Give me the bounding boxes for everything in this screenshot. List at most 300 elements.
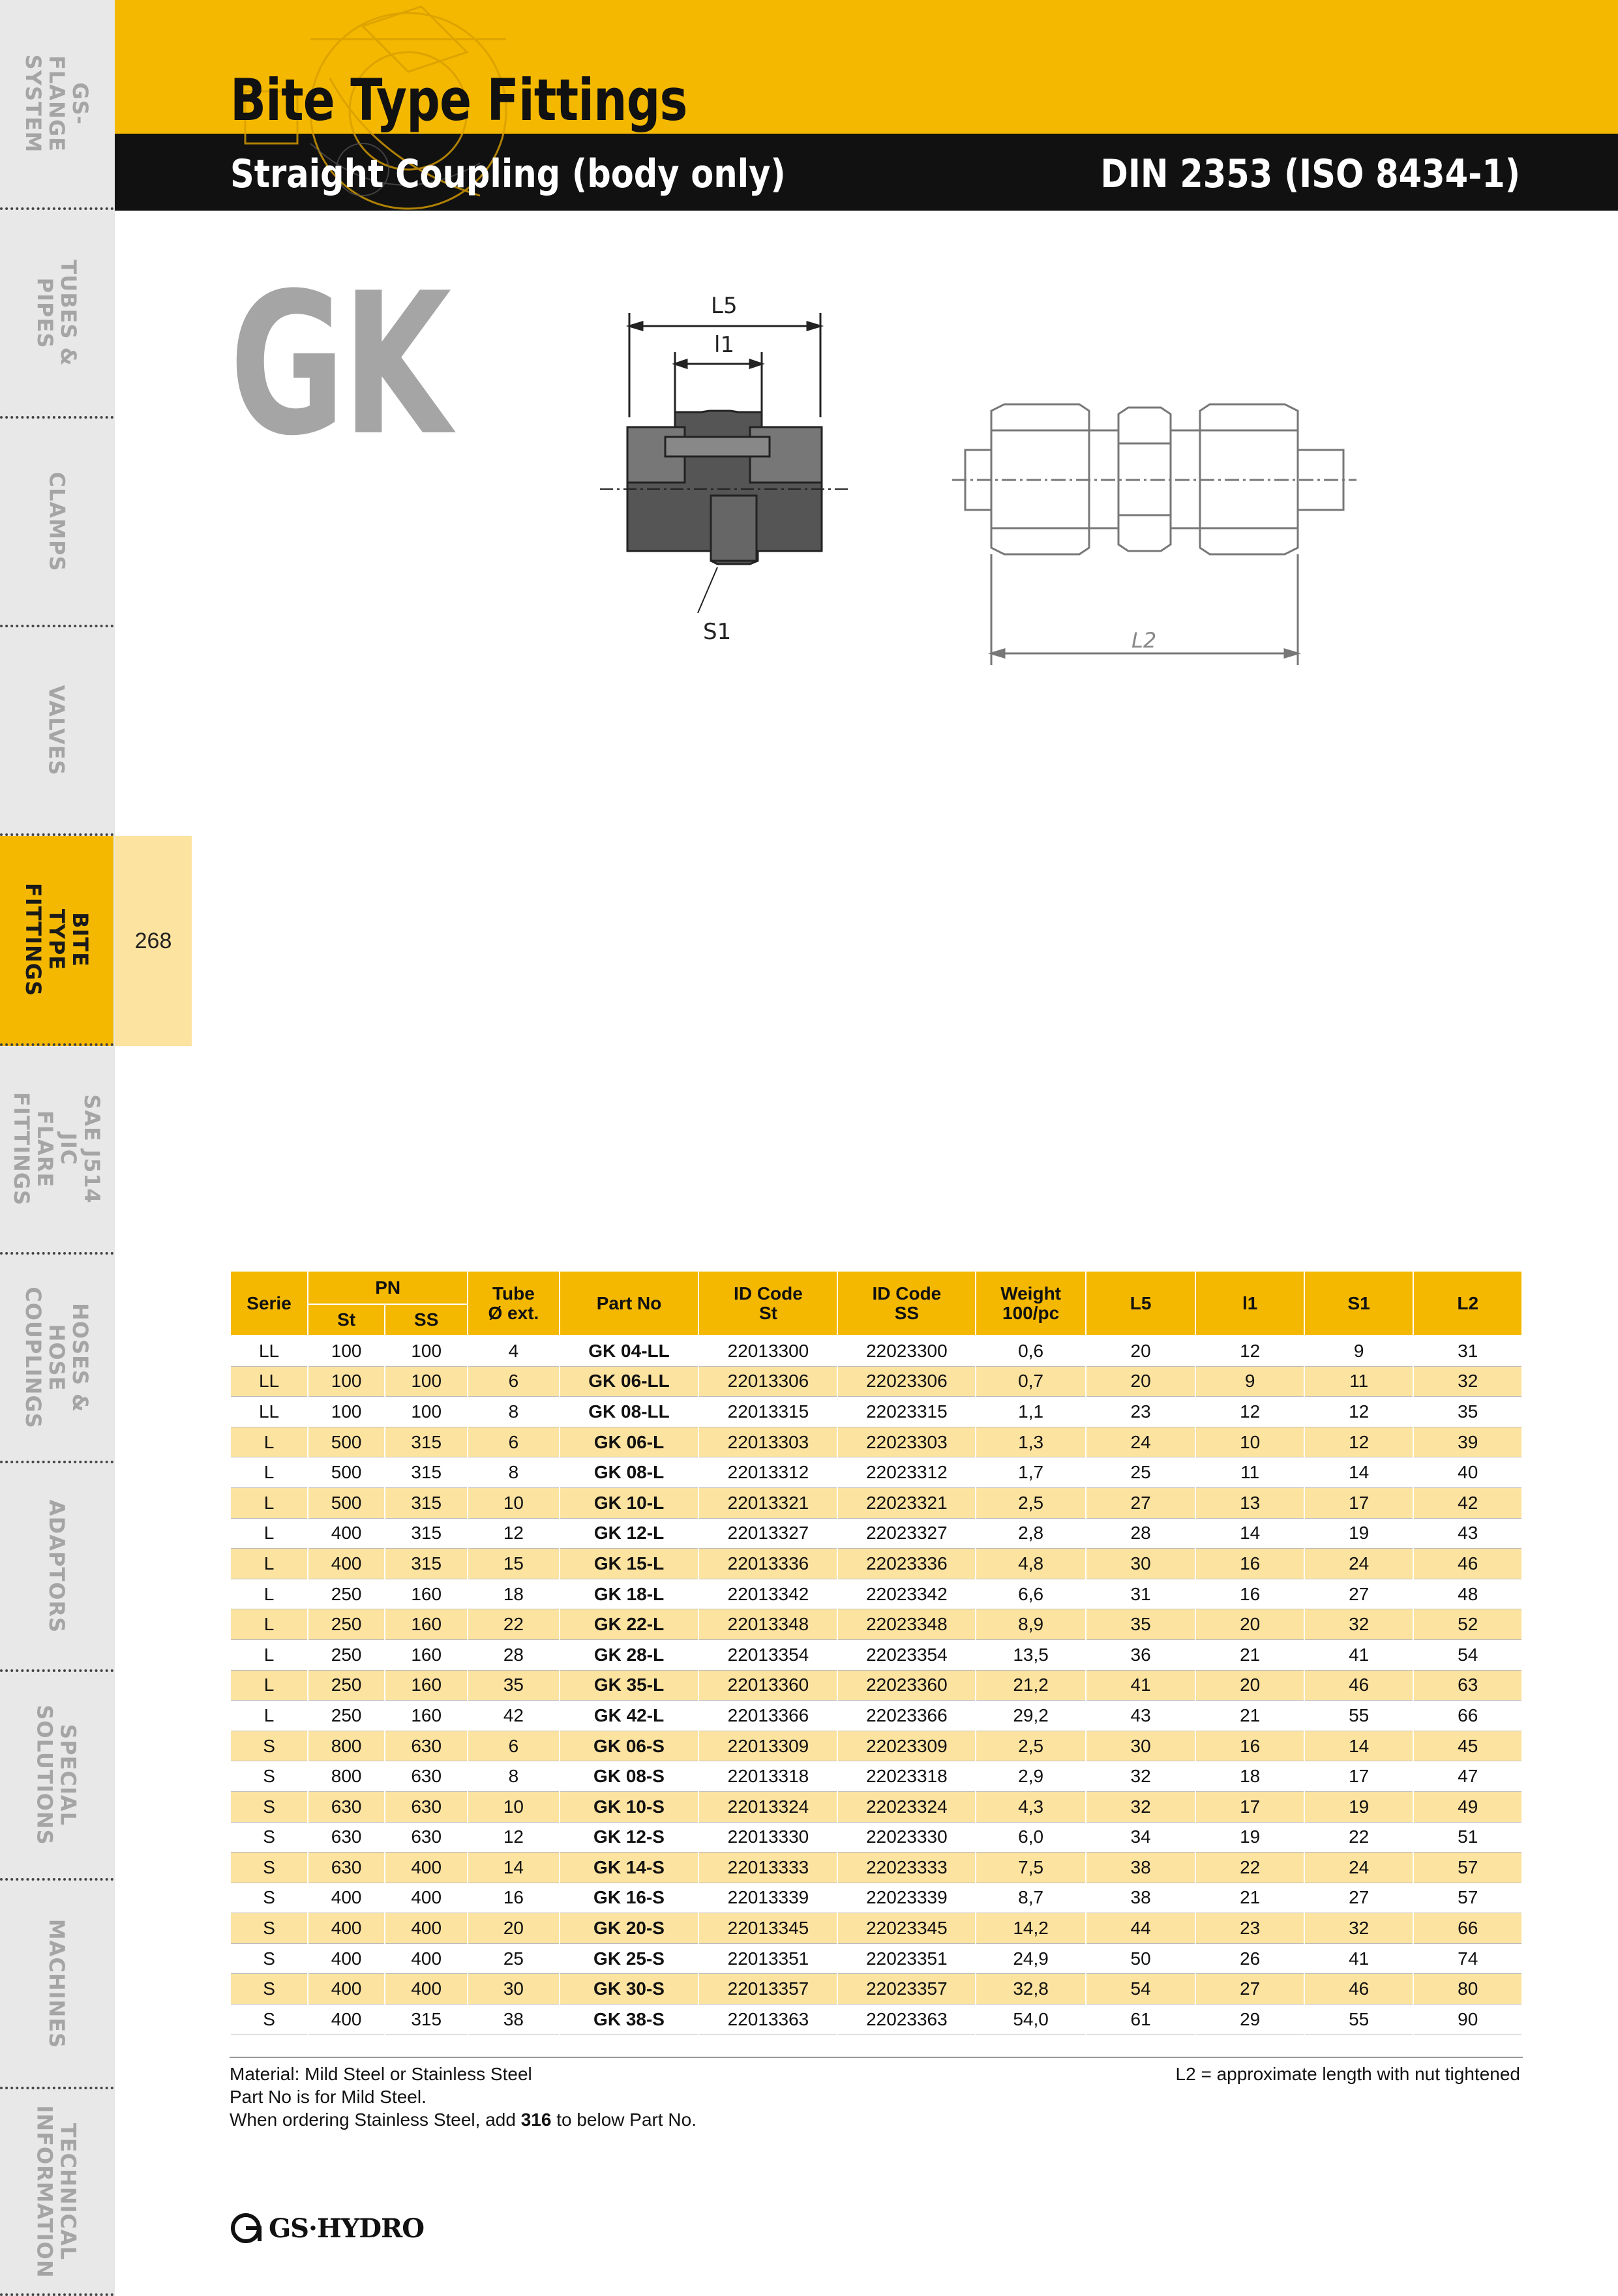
cell-l1: 13 [1195,1487,1304,1518]
cell-s1: 46 [1304,1670,1414,1701]
cell-s1: 11 [1304,1366,1414,1397]
cell-l5: 20 [1086,1335,1196,1366]
cell-s1: 9 [1304,1335,1414,1366]
cell-l2: 51 [1413,1822,1522,1853]
page-title: Bite Type Fittings [230,67,687,134]
cell-part-no: GK 20-S [560,1913,699,1944]
cell-l2: 47 [1413,1761,1522,1792]
cell-id-st: 22013363 [698,2005,837,2035]
sidebar-tab-10[interactable] [0,2089,113,2296]
cell-part-no: GK 04-LL [560,1335,699,1366]
cell-pn-st: 630 [308,1822,385,1853]
cell-l1: 20 [1195,1670,1304,1701]
cell-id-ss: 22023315 [837,1397,976,1427]
cell-l5: 27 [1086,1487,1196,1518]
col-header-part-no: Part No [560,1271,699,1335]
cell-l1: 18 [1195,1761,1304,1792]
cell-tube: 42 [468,1701,559,1731]
cell-l2: 57 [1413,1883,1522,1913]
col-header-serie: Serie [230,1271,308,1335]
standard-reference: DIN 2353 (ISO 8434-1) [1100,151,1520,197]
sidebar-tab-label: SAE J514 JIC FLARE FITTINGS [9,1092,104,1206]
coupling-section-drawing [587,287,861,652]
table-row [230,1335,1522,1366]
cell-pn-ss: 100 [385,1397,468,1427]
cell-part-no: GK 16-S [560,1883,699,1913]
cell-weight: 2,9 [976,1761,1086,1792]
cell-id-st: 22013306 [698,1366,837,1397]
cell-serie: LL [230,1366,308,1397]
sidebar-tab-8[interactable] [0,1672,113,1881]
cell-l2: 45 [1413,1731,1522,1761]
cell-part-no: GK 06-LL [560,1366,699,1397]
cell-s1: 19 [1304,1791,1414,1822]
page-number: 268 [115,836,192,1046]
table-row [230,1549,1522,1579]
cell-serie: S [230,1731,308,1761]
cell-s1: 22 [1304,1822,1414,1853]
cell-id-ss: 22023324 [837,1791,976,1822]
cell-part-no: GK 08-L [560,1457,699,1488]
cell-pn-ss: 160 [385,1609,468,1640]
sidebar-tab-label: ADAPTORS [44,1499,70,1633]
cell-pn-ss: 630 [385,1761,468,1792]
cell-l5: 61 [1086,2005,1196,2035]
product-code: GK [230,251,449,479]
gs-hydro-logo-icon [230,2212,266,2244]
sidebar-tab-0[interactable] [0,0,113,210]
note-ordering-code: 316 [520,2110,552,2130]
cell-id-ss: 22023351 [837,1943,976,1974]
cell-l1: 10 [1195,1427,1304,1457]
cell-tube: 6 [468,1731,559,1761]
cell-serie: S [230,2005,308,2035]
cell-weight: 1,1 [976,1397,1086,1427]
cell-tube: 20 [468,1913,559,1944]
dim-s1-label: S1 [703,619,732,645]
cell-id-ss: 22023342 [837,1579,976,1609]
cell-l5: 54 [1086,1974,1196,2005]
cell-l5: 24 [1086,1427,1196,1457]
cell-weight: 6,6 [976,1579,1086,1609]
table-row [230,1397,1522,1427]
cell-id-st: 22013300 [698,1335,837,1366]
cell-pn-ss: 160 [385,1670,468,1701]
cell-s1: 27 [1304,1883,1414,1913]
cell-tube: 8 [468,1397,559,1427]
cell-id-st: 22013315 [698,1397,837,1427]
note-ordering-pre: When ordering Stainless Steel, add [230,2110,521,2130]
cell-serie: L [230,1639,308,1670]
cell-l5: 32 [1086,1791,1196,1822]
cell-s1: 32 [1304,1913,1414,1944]
notes [230,2063,697,2131]
table-row [230,1731,1522,1761]
table-row [230,1883,1522,1913]
cell-pn-st: 250 [308,1579,385,1609]
cell-pn-st: 630 [308,1853,385,1883]
cell-id-ss: 22023318 [837,1761,976,1792]
cell-weight: 0,7 [976,1366,1086,1397]
cell-part-no: GK 28-L [560,1639,699,1670]
cell-id-st: 22013336 [698,1549,837,1579]
cell-serie: L [230,1518,308,1549]
sidebar-tab-label: GS-FLANGE SYSTEM [21,54,93,153]
cell-s1: 41 [1304,1943,1414,1974]
cell-s1: 55 [1304,2005,1414,2035]
cell-id-ss: 22023333 [837,1853,976,1883]
cell-pn-ss: 315 [385,1457,468,1488]
cell-pn-st: 500 [308,1487,385,1518]
sidebar-tab-1[interactable] [0,210,113,419]
cell-s1: 12 [1304,1397,1414,1427]
cell-id-ss: 22023345 [837,1913,976,1944]
table-row [230,1974,1522,2005]
cell-s1: 12 [1304,1427,1414,1457]
cell-l1: 20 [1195,1609,1304,1640]
cell-pn-ss: 400 [385,1913,468,1944]
coupling-assembled-drawing [939,274,1370,678]
cell-part-no: GK 38-S [560,2005,699,2035]
table-row [230,1457,1522,1488]
cell-weight: 32,8 [976,1974,1086,2005]
cell-tube: 16 [468,1883,559,1913]
note-l2: L2 = approximate length with nut tightened [1175,2064,1520,2084]
cell-id-ss: 22023300 [837,1335,976,1366]
gs-hydro-logo [230,2212,424,2244]
cell-serie: S [230,1761,308,1792]
cell-l2: 39 [1413,1427,1522,1457]
col-header-l5: L5 [1086,1271,1196,1335]
cell-weight: 13,5 [976,1639,1086,1670]
note-ordering-post: to below Part No. [551,2110,697,2130]
cell-weight: 8,7 [976,1883,1086,1913]
table-row [230,1913,1522,1944]
cell-serie: L [230,1487,308,1518]
cell-l1: 23 [1195,1913,1304,1944]
cell-pn-ss: 630 [385,1822,468,1853]
cell-part-no: GK 22-L [560,1609,699,1640]
col-header-tube: Tube Ø ext. [468,1271,559,1335]
cell-pn-st: 250 [308,1670,385,1701]
cell-pn-ss: 400 [385,1974,468,2005]
col-header-weight: Weight 100/pc [976,1271,1086,1335]
cell-id-ss: 22023309 [837,1731,976,1761]
cell-pn-ss: 315 [385,1487,468,1518]
cell-tube: 15 [468,1549,559,1579]
cell-tube: 12 [468,1822,559,1853]
cell-s1: 14 [1304,1457,1414,1488]
cell-weight: 4,8 [976,1549,1086,1579]
col-header-pn: PN [308,1271,468,1304]
cell-part-no: GK 10-S [560,1791,699,1822]
sidebar-tab-label: CLAMPS [44,471,69,572]
cell-weight: 2,5 [976,1487,1086,1518]
table-row [230,1427,1522,1457]
cell-serie: S [230,1791,308,1822]
col-header-l1: l1 [1195,1271,1304,1335]
cell-l5: 35 [1086,1609,1196,1640]
cell-serie: S [230,1974,308,2005]
cell-id-st: 22013345 [698,1913,837,1944]
cell-tube: 22 [468,1609,559,1640]
table-row [230,2005,1522,2035]
cell-l5: 43 [1086,1701,1196,1731]
table-row [230,1487,1522,1518]
cell-pn-st: 400 [308,1974,385,2005]
cell-pn-st: 400 [308,1518,385,1549]
cell-l5: 30 [1086,1549,1196,1579]
sidebar-tab-label: TECHNICAL INFORMATION [33,2104,82,2278]
sidebar-tab-label: VALVES [44,685,69,776]
cell-tube: 18 [468,1579,559,1609]
cell-tube: 4 [468,1335,559,1366]
cell-l5: 50 [1086,1943,1196,1974]
cell-l5: 23 [1086,1397,1196,1427]
cell-pn-st: 250 [308,1609,385,1640]
cell-l1: 26 [1195,1943,1304,1974]
cell-s1: 17 [1304,1761,1414,1792]
cell-weight: 14,2 [976,1913,1086,1944]
cell-part-no: GK 14-S [560,1853,699,1883]
cell-tube: 8 [468,1761,559,1792]
cell-id-st: 22013354 [698,1639,837,1670]
cell-id-st: 22013342 [698,1579,837,1609]
cell-l5: 20 [1086,1366,1196,1397]
cell-l2: 66 [1413,1913,1522,1944]
cell-weight: 1,3 [976,1427,1086,1457]
cell-id-st: 22013312 [698,1457,837,1488]
sidebar-tab-5[interactable] [0,1046,113,1255]
table-row [230,1579,1522,1609]
cell-l5: 44 [1086,1913,1196,1944]
dim-l2-label: L2 [1131,628,1157,653]
cell-pn-ss: 400 [385,1943,468,1974]
cell-l2: 40 [1413,1457,1522,1488]
cell-serie: L [230,1427,308,1457]
cell-tube: 12 [468,1518,559,1549]
cell-id-st: 22013303 [698,1427,837,1457]
cell-id-st: 22013333 [698,1853,837,1883]
cell-weight: 7,5 [976,1853,1086,1883]
cell-l1: 11 [1195,1457,1304,1488]
cell-l1: 14 [1195,1518,1304,1549]
cell-serie: S [230,1943,308,1974]
sidebar-tab-label: HOSES & HOSE COUPLINGS [21,1287,93,1429]
cell-l1: 12 [1195,1335,1304,1366]
table-row [230,1639,1522,1670]
cell-l5: 31 [1086,1579,1196,1609]
col-header-l2: L2 [1413,1271,1522,1335]
cell-part-no: GK 06-L [560,1427,699,1457]
cell-l2: 48 [1413,1579,1522,1609]
cell-tube: 30 [468,1974,559,2005]
page-subtitle: Straight Coupling (body only) [230,151,786,197]
cell-serie: L [230,1701,308,1731]
table-row [230,1761,1522,1792]
cell-l1: 21 [1195,1883,1304,1913]
sidebar [0,0,115,2296]
cell-weight: 2,5 [976,1731,1086,1761]
cell-pn-st: 400 [308,2005,385,2035]
cell-l2: 49 [1413,1791,1522,1822]
cell-id-ss: 22023303 [837,1427,976,1457]
cell-part-no: GK 10-L [560,1487,699,1518]
cell-part-no: GK 12-S [560,1822,699,1853]
cell-id-st: 22013360 [698,1670,837,1701]
cell-s1: 19 [1304,1518,1414,1549]
col-header-pn-ss: SS [385,1304,468,1335]
cell-l2: 90 [1413,2005,1522,2035]
cell-part-no: GK 08-S [560,1761,699,1792]
cell-l5: 38 [1086,1853,1196,1883]
cell-pn-st: 800 [308,1731,385,1761]
cell-id-ss: 22023360 [837,1670,976,1701]
cell-serie: LL [230,1335,308,1366]
cell-id-ss: 22023339 [837,1883,976,1913]
cell-id-ss: 22023321 [837,1487,976,1518]
cell-l2: 42 [1413,1487,1522,1518]
cell-pn-st: 400 [308,1883,385,1913]
sidebar-tab-2[interactable] [0,419,113,627]
cell-l2: 57 [1413,1853,1522,1883]
sidebar-tab-label: SPECIAL SOLUTIONS [33,1705,81,1845]
cell-weight: 1,7 [976,1457,1086,1488]
sidebar-tab-3[interactable] [0,627,113,836]
table-row [230,1366,1522,1397]
cell-s1: 27 [1304,1579,1414,1609]
sidebar-tab-6[interactable] [0,1255,113,1463]
note-material: Material: Mild Steel or Stainless Steel [230,2064,532,2084]
table-row [230,1609,1522,1640]
cell-weight: 2,8 [976,1518,1086,1549]
cell-l2: 80 [1413,1974,1522,2005]
col-header-id-ss: ID Code SS [837,1271,976,1335]
cell-pn-ss: 100 [385,1366,468,1397]
cell-pn-st: 250 [308,1639,385,1670]
cell-part-no: GK 12-L [560,1518,699,1549]
cell-pn-st: 100 [308,1335,385,1366]
cell-id-ss: 22023366 [837,1701,976,1731]
cell-s1: 17 [1304,1487,1414,1518]
cell-pn-ss: 315 [385,1518,468,1549]
cell-tube: 25 [468,1943,559,1974]
cell-id-st: 22013339 [698,1883,837,1913]
cell-l2: 74 [1413,1943,1522,1974]
table-row [230,1943,1522,1974]
cell-l1: 16 [1195,1549,1304,1579]
cell-l2: 52 [1413,1609,1522,1640]
note-part-no: Part No is for Mild Steel. [230,2087,427,2107]
cell-weight: 21,2 [976,1670,1086,1701]
cell-l1: 16 [1195,1579,1304,1609]
cell-pn-ss: 630 [385,1731,468,1761]
cell-tube: 8 [468,1457,559,1488]
cell-pn-ss: 630 [385,1791,468,1822]
cell-tube: 14 [468,1853,559,1883]
table-row [230,1791,1522,1822]
cell-pn-ss: 400 [385,1853,468,1883]
table-row [230,1670,1522,1701]
table-row [230,1518,1522,1549]
cell-id-ss: 22023330 [837,1822,976,1853]
cell-pn-st: 250 [308,1701,385,1731]
table-row [230,1701,1522,1731]
cell-id-ss: 22023354 [837,1639,976,1670]
dim-l1-label: l1 [714,332,735,358]
col-header-s1: S1 [1304,1271,1414,1335]
cell-tube: 6 [468,1366,559,1397]
table-body [230,1335,1522,2035]
cell-s1: 46 [1304,1974,1414,2005]
cell-id-st: 22013321 [698,1487,837,1518]
cell-part-no: GK 18-L [560,1579,699,1609]
cell-part-no: GK 08-LL [560,1397,699,1427]
col-header-pn-st: St [308,1304,385,1335]
product-table [230,1270,1523,2035]
table-row [230,1853,1522,1883]
cell-weight: 29,2 [976,1701,1086,1731]
cell-s1: 14 [1304,1731,1414,1761]
cell-id-st: 22013309 [698,1731,837,1761]
logo-text: GS·HYDRO [269,2213,425,2244]
cell-l1: 19 [1195,1822,1304,1853]
sidebar-tab-label: MACHINES [44,1918,69,2049]
cell-pn-ss: 315 [385,2005,468,2035]
cell-part-no: GK 15-L [560,1549,699,1579]
cell-weight: 8,9 [976,1609,1086,1640]
cell-serie: L [230,1579,308,1609]
cell-id-st: 22013330 [698,1822,837,1853]
cell-id-st: 22013324 [698,1791,837,1822]
cell-serie: L [230,1549,308,1579]
cell-l5: 38 [1086,1883,1196,1913]
cell-l1: 12 [1195,1397,1304,1427]
cell-id-st: 22013327 [698,1518,837,1549]
cell-pn-ss: 315 [385,1427,468,1457]
note-ordering [230,2108,697,2131]
cell-tube: 35 [468,1670,559,1701]
sidebar-tab-4[interactable] [0,836,113,1046]
cell-serie: L [230,1457,308,1488]
cell-id-st: 22013357 [698,1974,837,2005]
cell-pn-st: 400 [308,1549,385,1579]
cell-tube: 28 [468,1639,559,1670]
dim-l5-label: L5 [711,293,738,319]
cell-tube: 38 [468,2005,559,2035]
sidebar-tab-label: BITE TYPE FITTINGS [21,882,93,997]
cell-l2: 54 [1413,1639,1522,1670]
cell-pn-st: 100 [308,1397,385,1427]
cell-l5: 36 [1086,1639,1196,1670]
sidebar-tab-9[interactable] [0,1881,113,2089]
cell-s1: 24 [1304,1853,1414,1883]
cell-id-st: 22013348 [698,1609,837,1640]
cell-l1: 27 [1195,1974,1304,2005]
cell-s1: 41 [1304,1639,1414,1670]
sidebar-tab-7[interactable] [0,1463,113,1672]
cell-part-no: GK 35-L [560,1670,699,1701]
table-bottom-rule [230,2057,1523,2058]
cell-l1: 9 [1195,1366,1304,1397]
cell-id-st: 22013318 [698,1761,837,1792]
cell-id-ss: 22023336 [837,1549,976,1579]
cell-serie: L [230,1609,308,1640]
cell-id-st: 22013351 [698,1943,837,1974]
cell-l5: 30 [1086,1731,1196,1761]
col-header-id-st: ID Code St [698,1271,837,1335]
cell-l2: 35 [1413,1397,1522,1427]
